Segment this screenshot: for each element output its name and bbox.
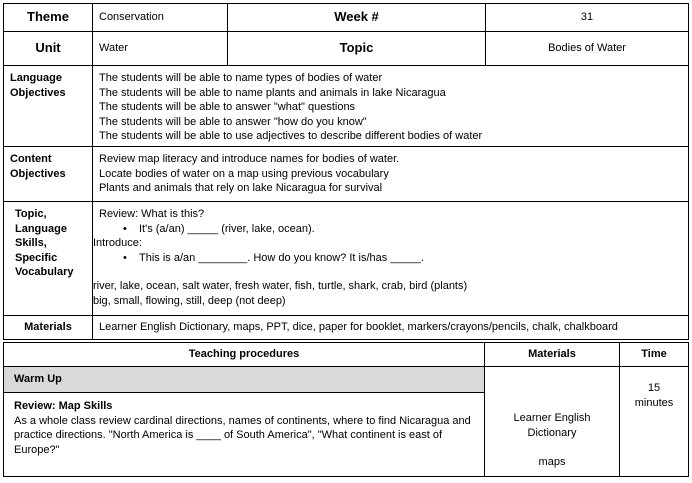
language-objectives-label-line1: Language	[10, 72, 62, 84]
materials-item-dictionary-line1: Learner English	[513, 412, 591, 424]
theme-value: Conservation	[93, 4, 228, 32]
topic-value: Bodies of Water	[486, 32, 689, 66]
materials-item-dictionary-line2: Dictionary	[527, 426, 577, 439]
warm-up-description	[4, 393, 485, 477]
unit-label: Unit	[4, 32, 93, 66]
warm-up-text: Warm Up	[14, 373, 62, 386]
language-objective-item: The students will be able to answer "how do you know"	[99, 115, 367, 128]
content-objective-item: Locate bodies of water on a map using previous vocabulary	[99, 167, 389, 180]
topic-skills-content	[93, 202, 689, 316]
review-bullet: • It's (a/an) _____ (river, lake, ocean).	[93, 222, 682, 237]
time-header: Time	[620, 343, 689, 367]
week-label: Week #	[228, 4, 486, 32]
warm-up-materials	[485, 367, 620, 477]
topic-label: Topic	[228, 32, 486, 66]
content-objective-item: Plants and animals that rely on lake Nicaragua for survival	[99, 182, 383, 194]
time-value: 15	[647, 382, 661, 394]
content-objective-item: Review map literacy and introduce names for bodies of water.	[99, 153, 400, 165]
time-unit: minutes	[634, 396, 674, 409]
week-value: 31	[486, 4, 689, 32]
review-map-skills-text: As a whole class review cardinal directions, names of continents, where to find Nicaragua and practice directions. "North America is ____ of South America", "What continent is east of Europe?"	[14, 414, 471, 456]
language-objective-item: The students will be able to name types of bodies of water	[99, 72, 383, 84]
topic-skills-label-line: Skills,	[15, 237, 47, 249]
review-map-skills-title: Review: Map Skills	[14, 400, 113, 412]
warm-up-time	[620, 367, 689, 477]
review-question: Review: What is this?	[99, 208, 205, 220]
lesson-plan-header-table	[3, 3, 689, 340]
materials-item-maps: maps	[538, 456, 566, 468]
language-objectives-label-line2: Objectives	[10, 86, 66, 99]
introduce-label: Introduce:	[93, 237, 142, 249]
teaching-procedures-header: Teaching procedures	[4, 343, 485, 367]
adjectives-line: big, small, flowing, still, deep (not deep)	[93, 294, 286, 307]
vocabulary-line: river, lake, ocean, salt water, fresh water, fish, turtle, shark, crab, bird (plants)	[93, 280, 468, 292]
topic-skills-label-line: Language	[15, 222, 67, 235]
language-objective-item: The students will be able to answer "what" questions	[99, 101, 356, 113]
language-objectives-list	[93, 66, 689, 147]
topic-skills-label-line: Specific	[15, 251, 58, 264]
materials-label: Materials	[4, 316, 93, 340]
topic-skills-label-line: Topic,	[15, 208, 47, 220]
language-objective-item: The students will be able to name plants and animals in lake Nicaragua	[99, 86, 446, 99]
content-objectives-list	[93, 147, 689, 202]
materials-value: Learner English Dictionary, maps, PPT, dice, paper for booklet, markers/crayons/pencils, chalk, chalkboard	[93, 316, 689, 340]
language-objectives-label	[4, 66, 93, 147]
topic-skills-label	[4, 202, 93, 316]
theme-label: Theme	[4, 4, 93, 32]
warm-up-label	[4, 367, 485, 393]
teaching-procedures-table	[3, 342, 689, 477]
introduce-bullet: • This is a/an ________. How do you know? It is/has _____.	[93, 251, 682, 266]
content-objectives-label-line2: Objectives	[10, 167, 66, 180]
content-objectives-label	[4, 147, 93, 202]
content-objectives-label-line1: Content	[10, 153, 52, 165]
materials-header: Materials	[485, 343, 620, 367]
language-objective-item: The students will be able to use adjectives to describe different bodies of water	[99, 130, 483, 142]
topic-skills-label-line: Vocabulary	[15, 266, 74, 278]
unit-value: Water	[93, 32, 228, 66]
